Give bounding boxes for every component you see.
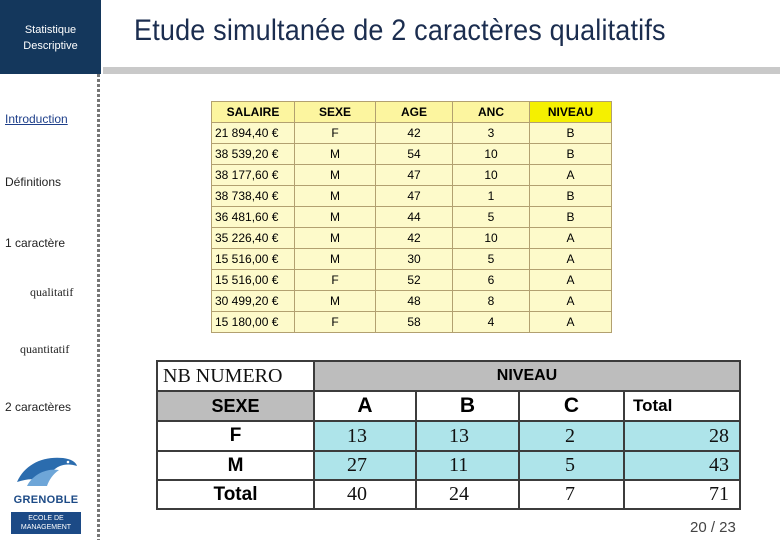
table-cell: A — [530, 270, 612, 291]
table-cell: A — [530, 228, 612, 249]
table-cell: F — [295, 270, 376, 291]
table-cell: 35 226,40 € — [212, 228, 295, 249]
table-cell: 6 — [453, 270, 530, 291]
table-cell: 38 177,60 € — [212, 165, 295, 186]
table-cell: 54 — [376, 144, 453, 165]
table-cell: M — [295, 165, 376, 186]
table-cell: B — [530, 186, 612, 207]
contingency-row-label: F — [158, 422, 313, 450]
table-row — [212, 207, 612, 228]
contingency-cell: 7 — [520, 481, 623, 508]
header-niveau: NIVEAU — [530, 102, 612, 123]
table-cell: 47 — [376, 186, 453, 207]
table-cell: M — [295, 291, 376, 312]
table-cell: 47 — [376, 165, 453, 186]
table-cell: 44 — [376, 207, 453, 228]
table-row — [212, 312, 612, 333]
table-cell: 48 — [376, 291, 453, 312]
nav-item-qualitatif: qualitatif — [30, 285, 74, 299]
logo-line2: MANAGEMENT — [20, 524, 72, 531]
table-row — [212, 144, 612, 165]
nav-item-definitions: Définitions — [5, 175, 62, 189]
table-cell: 36 481,60 € — [212, 207, 295, 228]
nav-link-introduction[interactable]: Introduction — [5, 112, 68, 126]
table-cell: 21 894,40 € — [212, 123, 295, 144]
table-cell: 10 — [453, 144, 530, 165]
contingency-cell: 40 — [315, 481, 415, 508]
table-row — [212, 186, 612, 207]
table-cell: B — [530, 123, 612, 144]
table-cell: 42 — [376, 123, 453, 144]
table-row — [212, 123, 612, 144]
nav-item-un-caractere: 1 caractère — [5, 236, 66, 250]
slide-title: Etude simultanée de 2 caractères qualitatifs — [134, 14, 666, 47]
table-cell: 5 — [453, 249, 530, 270]
school-logo — [11, 452, 81, 536]
table-cell: 42 — [376, 228, 453, 249]
contingency-cell: 2 — [520, 422, 623, 450]
table-cell: 58 — [376, 312, 453, 333]
logo-name: GRENOBLE — [13, 494, 79, 506]
table-cell: A — [530, 249, 612, 270]
header-anc: ANC — [453, 102, 530, 123]
contingency-col-total: Total — [625, 392, 739, 420]
sidebar — [0, 0, 101, 540]
header-salaire: SALAIRE — [212, 102, 295, 123]
table-cell: 38 539,20 € — [212, 144, 295, 165]
logo-subtitle-box — [11, 512, 81, 534]
table-cell: B — [530, 207, 612, 228]
table-cell: 1 — [453, 186, 530, 207]
table-cell: A — [530, 312, 612, 333]
contingency-cell: 43 — [625, 452, 739, 479]
table-cell: M — [295, 186, 376, 207]
contingency-col-c: C — [520, 392, 623, 420]
table-row — [212, 270, 612, 291]
contingency-row-label: M — [158, 452, 313, 479]
table-cell: F — [295, 312, 376, 333]
table-cell: 15 516,00 € — [212, 270, 295, 291]
contingency-row-label: Total — [158, 481, 313, 508]
table-cell: 8 — [453, 291, 530, 312]
header-sexe: SEXE — [295, 102, 376, 123]
table-cell: 15 180,00 € — [212, 312, 295, 333]
table-cell: F — [295, 123, 376, 144]
page-number: 20 / 23 — [690, 519, 736, 536]
logo-line1: ECOLE DE — [28, 515, 64, 522]
contingency-cell: 13 — [315, 422, 415, 450]
table-cell: 10 — [453, 165, 530, 186]
nav-item-quantitatif: quantitatif — [20, 342, 70, 356]
data-table — [211, 101, 612, 333]
table-cell: 4 — [453, 312, 530, 333]
contingency-cell: 13 — [417, 422, 518, 450]
table-cell: B — [530, 144, 612, 165]
contingency-cell: 11 — [417, 452, 518, 479]
table-row — [212, 291, 612, 312]
contingency-cell: 5 — [520, 452, 623, 479]
sidebar-header-line1: Statistique — [24, 24, 77, 36]
table-cell: M — [295, 207, 376, 228]
dolphin-icon — [13, 452, 79, 488]
sidebar-divider — [97, 74, 100, 540]
nav-item-deux-caracteres: 2 caractères — [5, 400, 72, 414]
table-cell: A — [530, 165, 612, 186]
table-cell: 30 499,20 € — [212, 291, 295, 312]
table-cell: A — [530, 291, 612, 312]
table-cell: 30 — [376, 249, 453, 270]
contingency-cell: 71 — [625, 481, 739, 508]
contingency-table — [156, 360, 741, 510]
table-cell: M — [295, 144, 376, 165]
sidebar-header-line2: Descriptive — [23, 40, 78, 52]
table-row — [212, 165, 612, 186]
title-underline-bar — [103, 67, 780, 74]
contingency-cell: 24 — [417, 481, 518, 508]
table-cell: M — [295, 249, 376, 270]
table-row — [212, 249, 612, 270]
table-cell: 52 — [376, 270, 453, 291]
sidebar-header — [0, 0, 101, 74]
contingency-row-header: SEXE — [158, 392, 313, 420]
table-cell: M — [295, 228, 376, 249]
header-age: AGE — [376, 102, 453, 123]
contingency-corner-label: NB NUMERO — [158, 362, 313, 390]
table-row — [212, 228, 612, 249]
table-cell: 10 — [453, 228, 530, 249]
contingency-column-header: NIVEAU — [315, 362, 739, 390]
table-cell: 38 738,40 € — [212, 186, 295, 207]
contingency-cell: 27 — [315, 452, 415, 479]
table-cell: 3 — [453, 123, 530, 144]
contingency-col-b: B — [417, 392, 518, 420]
table-header-row — [212, 102, 612, 123]
contingency-cell: 28 — [625, 422, 739, 450]
table-cell: 5 — [453, 207, 530, 228]
table-cell: 15 516,00 € — [212, 249, 295, 270]
contingency-col-a: A — [315, 392, 415, 420]
